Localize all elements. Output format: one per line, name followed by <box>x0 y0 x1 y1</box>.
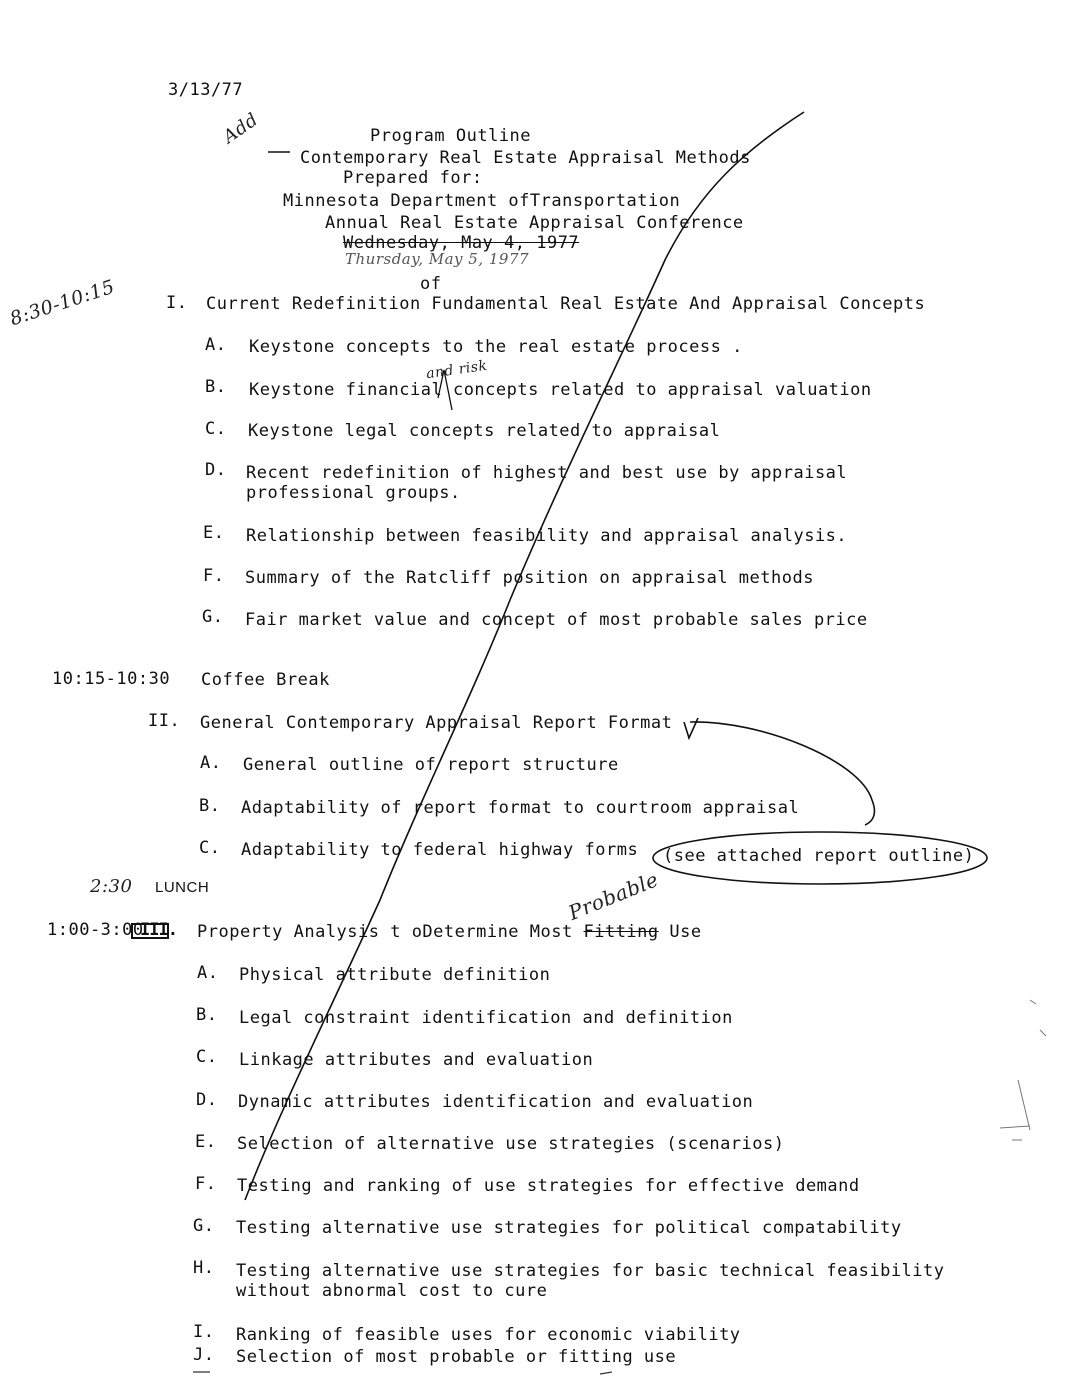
item-text: Testing alternative use strategies for basic technical feasibility without abnormal cost to cure <box>236 1261 945 1301</box>
item-letter: C. <box>205 419 227 439</box>
section-2-title: General Contemporary Appraisal Report Format <box>200 713 673 733</box>
item-text: Physical attribute definition <box>239 965 551 985</box>
handwritten-corner-mark: Add <box>219 109 263 148</box>
item-text: Keystone financial concepts related to appraisal valuation <box>249 380 872 400</box>
item-letter: B. <box>199 796 221 816</box>
original-date-struck: Wednesday, May 4, 1977 <box>343 233 580 253</box>
item-text: General outline of report structure <box>243 755 619 775</box>
handwritten-probable: Probable <box>564 867 662 925</box>
item-letter: A. <box>200 753 222 773</box>
item-letter: C. <box>196 1047 218 1067</box>
item-letter: E. <box>195 1132 217 1152</box>
item-text: Dynamic attributes identification and evaluation <box>238 1092 754 1112</box>
section-3-title-struck: Fitting <box>583 922 659 942</box>
program-subtitle: Contemporary Real Estate Appraisal Methods <box>300 148 751 168</box>
break-time: 10:15-10:30 <box>52 669 171 689</box>
handwritten-lunch-time: 2:30 <box>90 876 133 897</box>
handwritten-insert-risk: and risk <box>425 357 489 383</box>
document-date: 3/13/77 <box>168 80 244 100</box>
item-text: Keystone legal concepts related to appraisal <box>248 421 721 441</box>
section-3-title-post: Use <box>669 922 702 942</box>
item-text: Fair market value and concept of most probable sales price <box>245 610 868 630</box>
item-text: Keystone concepts to the real estate process . <box>249 337 743 357</box>
section-1-title: Current Redefinition Fundamental Real Estate And Appraisal Concepts <box>206 294 926 314</box>
prepared-for-label: Prepared for: <box>343 168 483 188</box>
handwritten-time-830: 8:30-10:15 <box>7 275 118 331</box>
section-1-numeral: I. <box>166 293 188 313</box>
item-letter: F. <box>195 1174 217 1194</box>
conference-name: Annual Real Estate Appraisal Conference <box>325 213 744 233</box>
section-2-numeral: II. <box>148 711 181 731</box>
item-letter: F. <box>203 566 225 586</box>
item-letter: I. <box>193 1322 215 1342</box>
item-text: Linkage attributes and evaluation <box>239 1050 594 1070</box>
item-text: Adaptability of report format to courtroom appraisal <box>241 798 800 818</box>
handwritten-new-date: Thursday, May 5, 1977 <box>345 250 530 268</box>
organization-name: Minnesota Department ofTransportation <box>283 191 681 211</box>
item-letter: A. <box>205 335 227 355</box>
item-text: Adaptability to federal highway forms <box>241 840 639 860</box>
report-outline-note: (see attached report outline) <box>663 846 975 866</box>
item-text: Ranking of feasible uses for economic viability <box>236 1325 741 1345</box>
of-label: of <box>420 274 442 294</box>
item-letter: B. <box>205 377 227 397</box>
section-3-numeral: III. <box>140 920 177 940</box>
item-letter: C. <box>199 838 221 858</box>
item-letter: G. <box>193 1216 215 1236</box>
item-text: Legal constraint identification and definition <box>239 1008 733 1028</box>
lunch-label: LUNCH <box>155 879 210 896</box>
item-text: Relationship between feasibility and appraisal analysis. <box>246 526 848 546</box>
item-text: Selection of most probable or fitting use <box>236 1347 677 1367</box>
check-mark <box>684 718 698 738</box>
bottom-mark <box>193 1372 612 1374</box>
section-3-time: 1:00-3:00 <box>47 920 144 940</box>
section-3-title <box>197 922 702 942</box>
margin-marks <box>1000 1000 1046 1140</box>
diagonal-pen-stroke <box>245 112 804 1200</box>
item-letter: J. <box>193 1345 215 1365</box>
section-3-title-pre: Property Analysis t oDetermine Most <box>197 922 573 942</box>
item-text: Testing alternative use strategies for political compatability <box>236 1218 902 1238</box>
item-letter: D. <box>205 460 227 480</box>
item-text: Summary of the Ratcliff position on appraisal methods <box>245 568 814 588</box>
item-text: Selection of alternative use strategies (scenarios) <box>237 1134 785 1154</box>
item-letter: H. <box>193 1258 215 1278</box>
item-letter: E. <box>203 523 225 543</box>
break-label: Coffee Break <box>201 670 330 690</box>
item-letter: G. <box>202 607 224 627</box>
item-text: Testing and ranking of use strategies for effective demand <box>237 1176 860 1196</box>
item-letter: A. <box>197 963 219 983</box>
program-title: Program Outline <box>370 126 532 146</box>
item-letter: D. <box>196 1090 218 1110</box>
item-text: Recent redefinition of highest and best use by appraisal professional groups. <box>246 463 848 503</box>
item-letter: B. <box>196 1005 218 1025</box>
